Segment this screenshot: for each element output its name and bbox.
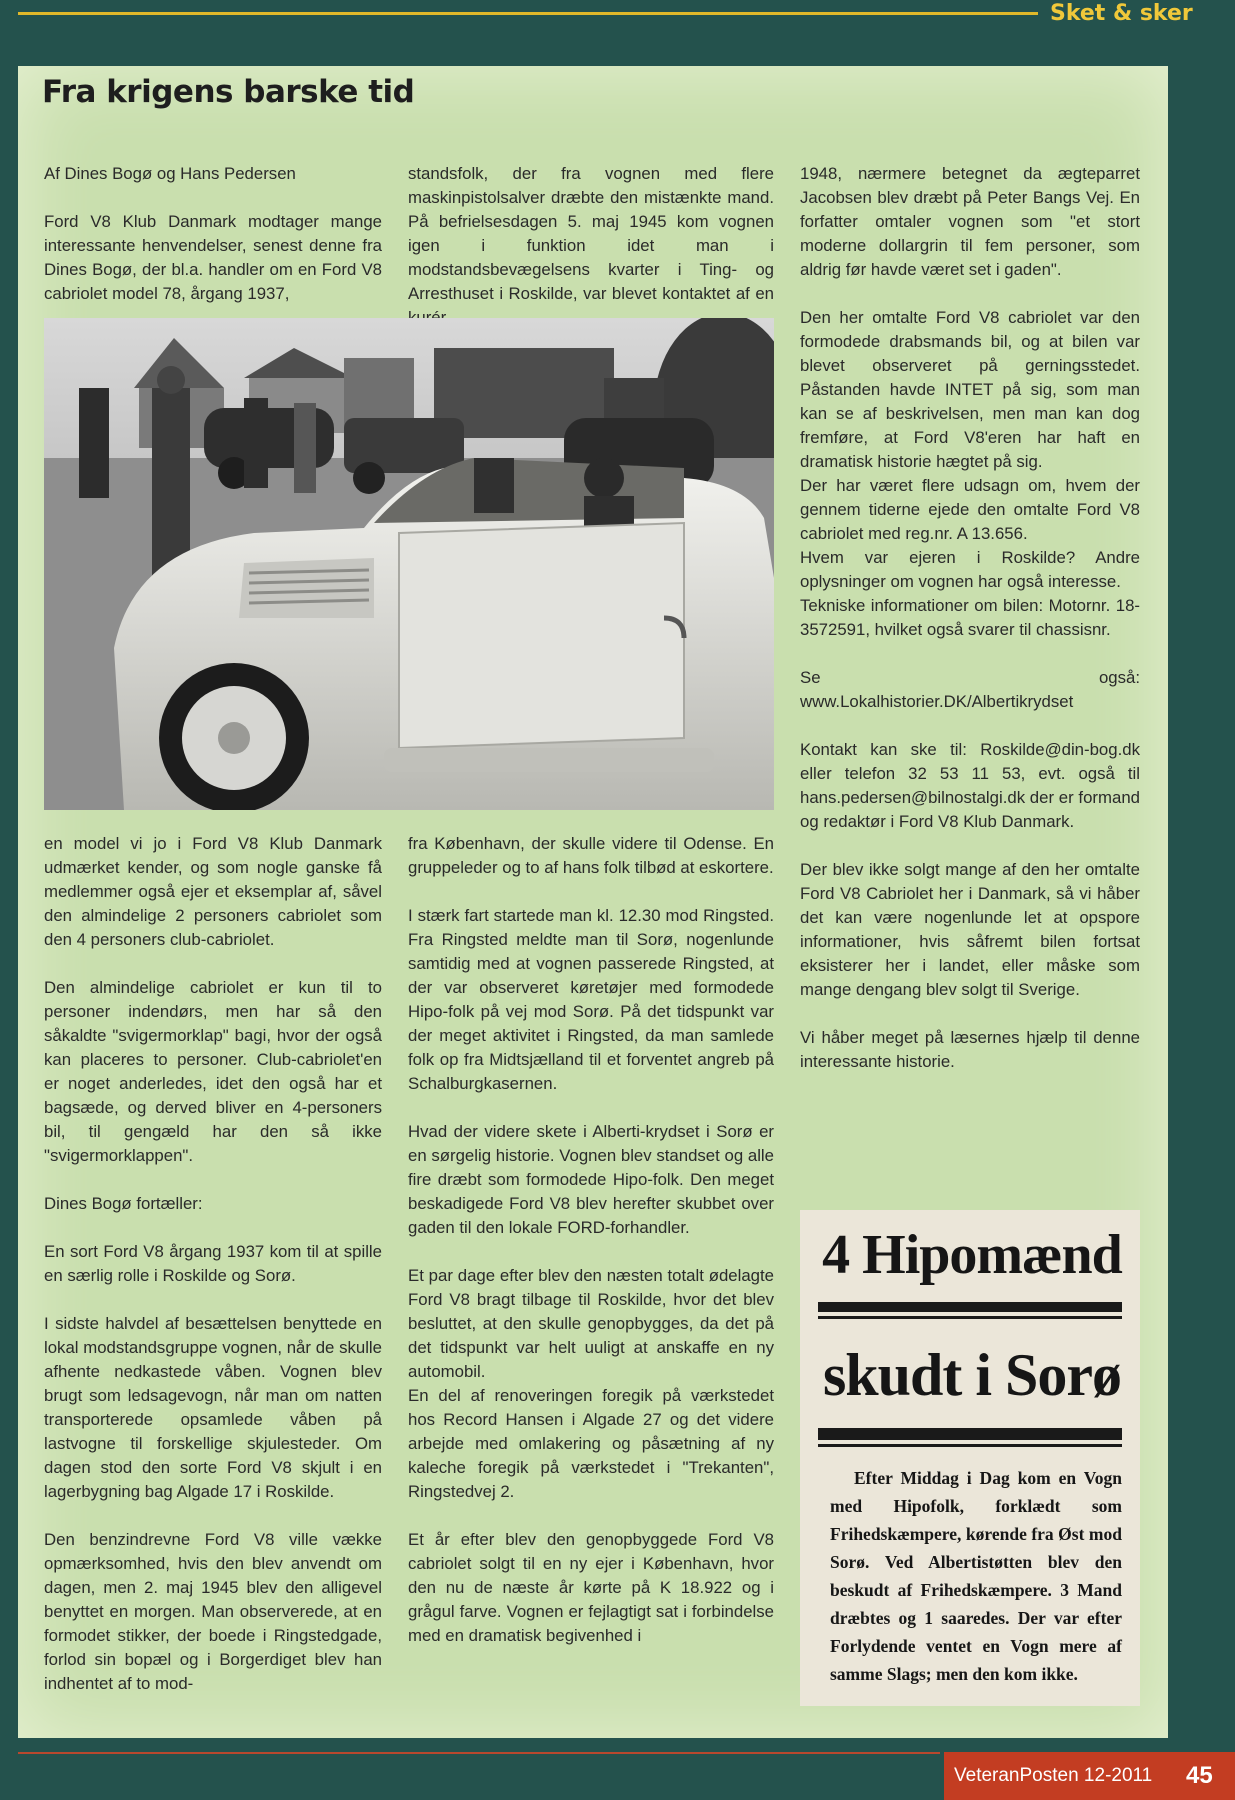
paragraph: Den almindelige cabriolet er kun til to personer indendørs, men har så den såkaldte "svigermorklap" bagi, hvor der også kan placeres to personer. Club-cabriolet'en er noget anderledes, idet den også har et bagsæde, og derved bliver en 4-personers bil, til gengæld har den så ikke "svigermorklappen". [44,978,382,1165]
paragraph: 1948, nærmere betegnet da ægteparret Jacobsen blev dræbt på Peter Bangs Vej. En forfatter omtaler vognen som "et stort moderne dollargrin til fem personer, som aldrig før havde været set i gaden". [800,164,1140,279]
clipping-rule [818,1428,1122,1440]
paragraph: fra København, der skulle videre til Odense. En gruppeleder og to af hans folk tilbød at eskortere. [408,834,774,877]
paragraph: En del af renoveringen foregik på værkstedet hos Record Hansen i Algade 27 og det videre arbejde med omlakering og påsætning af ny kaleche foregik på værkstedet i "Trekanten", Ringstedvej 2. [408,1386,774,1501]
paragraph: Dines Bogø fortæller: [44,1194,203,1213]
paragraph: Hvad der videre skete i Alberti-krydset i Sorø er en sørgelig historie. Vognen blev standset og alle fire dræbt som formodede Hipo-folk. Den meget beskadigede Ford V8 blev herefter skubbet over gaden til den lokale FORD-forhandler. [408,1122,774,1237]
clipping-headline-line-2: skudt i Sorø [822,1342,1122,1408]
paragraph: Hvem var ejeren i Roskilde? Andre oplysninger om vognen har også interesse. [800,548,1140,591]
clipping-rule [818,1316,1122,1319]
newspaper-clipping [800,1210,1140,1706]
byline: Af Dines Bogø og Hans Pedersen [44,164,296,183]
article-photo-ford-v8-cabriolet [44,318,774,810]
paragraph: En sort Ford V8 årgang 1937 kom til at spille en særlig rolle i Roskilde og Sorø. [44,1242,382,1285]
column-1-top [44,162,382,306]
contact-paragraph: Kontakt kan ske til: Roskilde@din-bog.dk eller telefon 32 53 11 53, evt. også til hans.pedersen@bilnostalgi.dk der er formand og redaktør i Ford V8 Klub Danmark. [800,740,1140,831]
paragraph: Der blev ikke solgt mange af den her omtalte Ford V8 Cabriolet her i Danmark, så vi håber det kan være nogenlunde let at opspore informationer, hvis såfremt bilen fortsat eksisterer her i landet, eller måske som mange dengang blev solgt til Sverige. [800,860,1140,999]
clipping-rule [818,1302,1122,1312]
clipping-rule [818,1444,1122,1447]
paragraph: Et par dage efter blev den næsten totalt ødelagte Ford V8 bragt tilbage til Roskilde, hvor det blev besluttet, at den skulle genopbygges, da det på det tidspunkt var helt uuligt at anskaffe en ny automobil. [408,1266,774,1381]
photo-illustration [44,318,774,810]
top-rule [18,12,1038,15]
column-1-bottom [44,832,382,1696]
paragraph: Et år efter blev den genopbyggede Ford V8 cabriolet solgt til en ny ejer i København, hvor den nu de næste år kørte på K 18.922 og i grågul farve. Vognen er fejlagtigt sat i forbindelse med en dramatisk begivenhed i [408,1530,774,1645]
column-2-bottom [408,832,774,1648]
clipping-headline-line-1: 4 Hipomænd [822,1224,1122,1286]
paragraph: Ford V8 Klub Danmark modtager mange interessante henvendelser, senest denne fra Dines Bogø, der bl.a. handler om en Ford V8 cabriolet model 78, årgang 1937, [44,212,382,303]
bottom-rule [18,1752,940,1754]
clipping-body: Efter Middag i Dag kom en Vogn med Hipofolk, forklædt som Frihedskæmpere, kørende fra Øst mod Sorø. Ved Albertistøtten blev den beskudt af Frihedskæmpere. 3 Mand dræbtes og 1 saaredes. Der var efter Forlydende ventet en Vogn mere af samme Slags; men den kom ikke. [830,1468,1122,1684]
page-number: 45 [1186,1762,1213,1789]
footer-magazine-title: VeteranPosten 12-2011 [954,1765,1153,1786]
paragraph: standsfolk, der fra vognen med flere maskinpistolsalver dræbte den mistænkte mand. På befrielsesdagen 5. maj 1945 kom vognen igen i funktion idet man i modstandsbevægelsens kvarter i Ting- og Arresthuset i Roskilde, var blevet kontaktet af en [408,164,774,303]
paragraph: en model vi jo i Ford V8 Klub Danmark udmærket kender, og som nogle ganske få medlemmer også ejer et eksemplar af, såvel den almindelige 2 personers cabriolet som den 4 personers club-cabriolet. [44,834,382,949]
paragraph: I sidste halvdel af besættelsen benyttede en lokal modstandsgruppe vognen, når de skulle afhente nedkastede våben. Vognen blev brugt som ledsagevogn, når man om natten transporterede opsamlede våben på lastvogne til forskellige skjulesteder. Om dagen stod den sorte Ford V8 skjult i en lagerbygning bag Algade 17 i Roskilde. [44,1314,382,1501]
paragraph: Der har været flere udsagn om, hvem der gennem tiderne ejede den omtalte Ford V8 cabriolet med reg.nr. A 13.656. [800,476,1140,543]
paragraph: Tekniske informationer om bilen: Motornr. 18-3572591, hvilket også svarer til chassisnr. [800,596,1140,639]
paragraph: Den her omtalte Ford V8 cabriolet var den formodede drabsmands bil, og at bilen var blevet observeret på gerningsstedet. Påstanden havde INTET på sig, som man kan se af beskrivelsen, men man kan dog fremføre, at Ford V8'eren har haft en dramatisk historie hægtet på sig. [800,308,1140,471]
see-also-link[interactable]: Se også: www.Lokalhistorier.DK/Albertikrydset [800,668,1140,711]
paragraph: Vi håber meget på læsernes hjælp til denne interessante historie. [800,1028,1140,1071]
paragraph: I stærk fart startede man kl. 12.30 mod Ringsted. Fra Ringsted meldte man til Sorø, nogenlunde samtidig med at vognen passerede Ringsted, at der var observeret køretøjer med formodede Hipo-folk på vej mod Sorø. På det tidspunkt var der meget aktivitet i Ringsted, da man samlede folk op fra Midtsjælland til et forventet angreb på Schalburgkasernen. [408,906,774,1093]
column-3 [800,162,1140,1074]
paragraph: Den benzindrevne Ford V8 ville vække opmærksomhed, hvis den blev anvendt om dagen, men 2. maj 1945 blev den alligevel benyttet en morgen. Man observerede, at en formodet stikker, der boede i Ringstedgade, forlod sin bopæl og i Borgerdiget blev han indhentet af to mod- [44,1530,382,1693]
section-label: Sket & sker [1050,1,1193,26]
column-2-top [408,162,774,330]
article-headline: Fra krigens barske tid [42,74,415,110]
